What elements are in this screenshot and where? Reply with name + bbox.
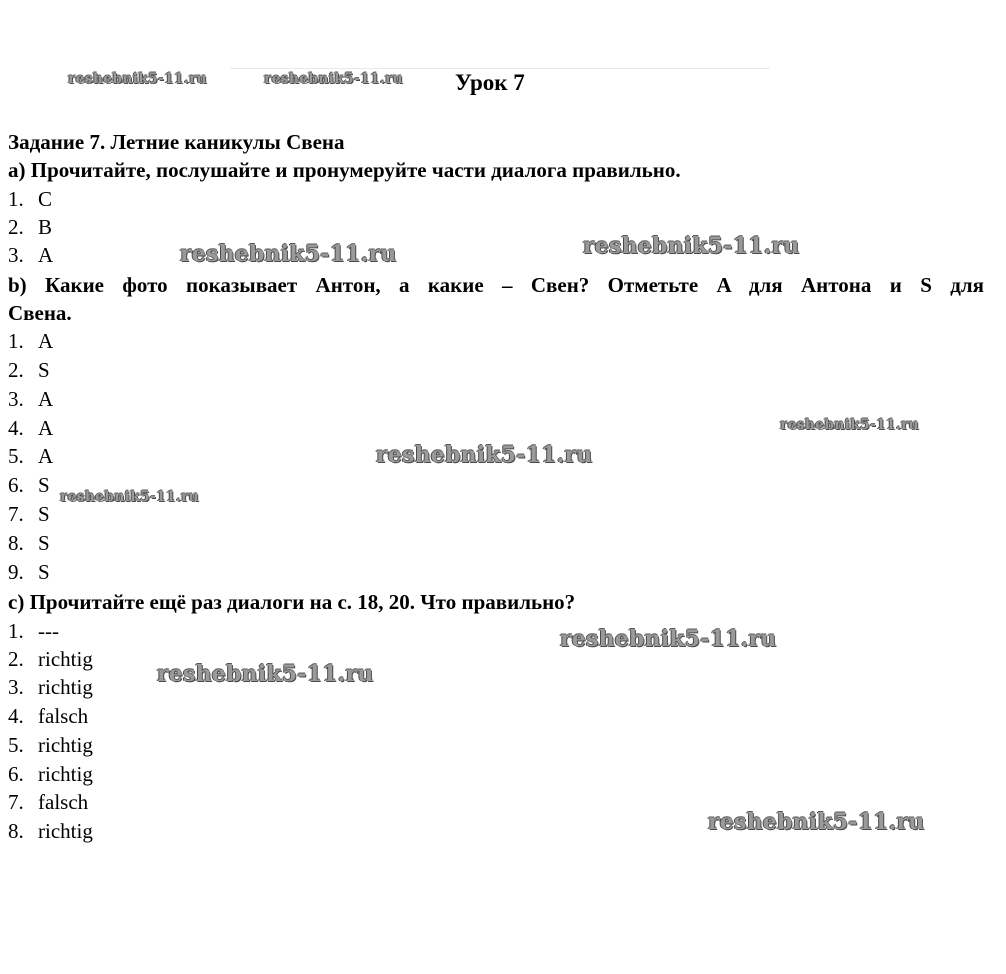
list-item (8, 329, 53, 353)
part-b-heading (8, 271, 984, 327)
item-number: 3. (8, 675, 24, 699)
part-b-heading-line1: b) Какие фото показывает Антон, а какие – Свен? Отметьте A для Антона и S для (8, 273, 984, 297)
part-a-heading: a) Прочитайте, послушайте и пронумеруйте части диалога правильно. (8, 158, 681, 182)
list-item (8, 762, 93, 786)
item-answer: S (38, 560, 50, 584)
list-item (8, 243, 53, 267)
item-answer: richtig (38, 647, 93, 671)
item-number: 2. (8, 358, 24, 382)
watermark: reshebnik5-11.ru (376, 442, 593, 468)
watermark: reshebnik5-11.ru (560, 626, 777, 652)
item-number: 8. (8, 819, 24, 843)
item-answer: A (38, 243, 54, 267)
watermark: reshebnik5-11.ru (68, 71, 207, 87)
item-answer: C (38, 187, 53, 211)
list-item (8, 215, 52, 239)
item-answer: falsch (38, 704, 89, 728)
item-answer: A (38, 416, 54, 440)
item-number: 4. (8, 704, 24, 728)
item-number: 2. (8, 647, 24, 671)
list-item (8, 358, 50, 382)
item-answer: richtig (38, 675, 93, 699)
watermark: reshebnik5-11.ru (780, 417, 919, 433)
item-answer: richtig (38, 819, 93, 843)
item-number: 3. (8, 243, 24, 267)
list-item (8, 675, 93, 699)
item-answer: richtig (38, 733, 93, 757)
item-number: 3. (8, 387, 24, 411)
item-number: 1. (8, 329, 24, 353)
item-answer: B (38, 215, 53, 239)
item-answer: A (38, 444, 54, 468)
item-number: 4. (8, 416, 24, 440)
watermark: reshebnik5-11.ru (180, 241, 397, 267)
lesson-title: Урок 7 (455, 70, 525, 95)
list-item (8, 790, 88, 814)
watermark: reshebnik5-11.ru (583, 233, 800, 259)
list-item (8, 444, 53, 468)
part-b-heading-line2: Свена. (8, 301, 72, 325)
item-answer: A (38, 329, 54, 353)
item-answer: A (38, 387, 54, 411)
item-number: 7. (8, 790, 24, 814)
item-answer: S (38, 473, 50, 497)
item-number: 2. (8, 215, 24, 239)
item-number: 1. (8, 187, 24, 211)
item-answer: --- (38, 619, 59, 643)
task-title: Задание 7. Летние каникулы Свена (8, 130, 345, 154)
list-item (8, 819, 93, 843)
item-number: 6. (8, 473, 24, 497)
list-item (8, 619, 59, 643)
item-number: 9. (8, 560, 24, 584)
list-item (8, 531, 50, 555)
watermark: reshebnik5-11.ru (60, 489, 199, 505)
list-item (8, 560, 50, 584)
list-item (8, 502, 50, 526)
list-item (8, 387, 53, 411)
item-answer: S (38, 358, 50, 382)
watermark: reshebnik5-11.ru (264, 71, 403, 87)
list-item (8, 416, 53, 440)
item-answer: richtig (38, 762, 93, 786)
list-item (8, 733, 93, 757)
item-number: 5. (8, 444, 24, 468)
item-number: 6. (8, 762, 24, 786)
item-answer: falsch (38, 790, 89, 814)
item-answer: S (38, 531, 50, 555)
list-item (8, 704, 88, 728)
item-answer: S (38, 502, 50, 526)
header-rule (230, 68, 770, 69)
item-number: 5. (8, 733, 24, 757)
watermark: reshebnik5-11.ru (708, 809, 925, 835)
part-c-heading: c) Прочитайте ещё раз диалоги на с. 18, 20. Что правильно? (8, 590, 576, 614)
item-number: 8. (8, 531, 24, 555)
item-number: 1. (8, 619, 24, 643)
list-item (8, 647, 93, 671)
list-item (8, 473, 50, 497)
item-number: 7. (8, 502, 24, 526)
watermark: reshebnik5-11.ru (157, 661, 374, 687)
list-item (8, 187, 52, 211)
